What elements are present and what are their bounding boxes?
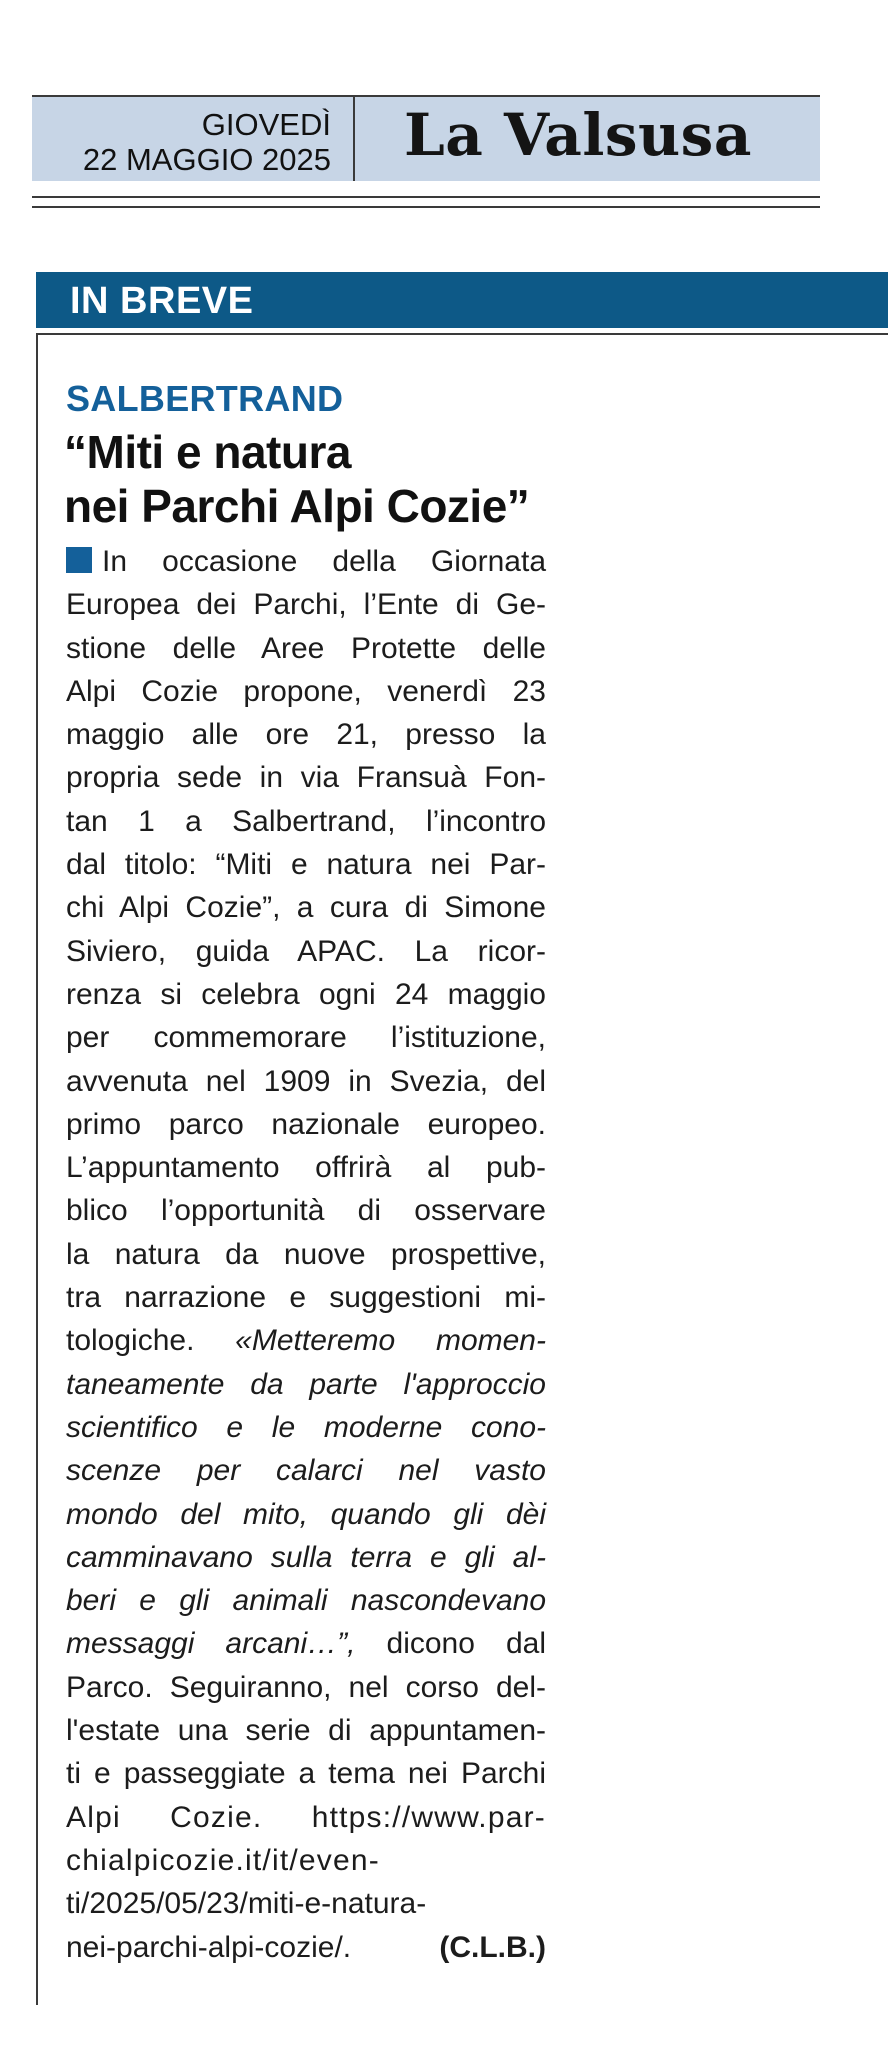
author-signature: (C.L.B.) — [439, 1930, 546, 1964]
body-line: ti e passeggiate a tema nei Parchi — [66, 1757, 546, 1791]
newspaper-logo: La Valsusa — [404, 101, 752, 169]
body-line: camminavano sulla terra e gli al- — [66, 1540, 546, 1574]
body-line: Alpi Cozie. https://www.par- — [66, 1800, 546, 1834]
masthead — [32, 95, 820, 181]
masthead-rule-bottom — [32, 206, 820, 208]
body-line: primo parco nazionale europeo. — [66, 1107, 546, 1141]
body-line: Alpi Cozie propone, venerdì 23 — [66, 674, 546, 708]
body-line: mondo del mito, quando gli dèi — [66, 1497, 546, 1531]
issue-date-text: 22 MAGGIO 2025 — [82, 142, 331, 177]
body-line: scenze per calarci nel vasto — [66, 1454, 546, 1488]
masthead-rule-top — [32, 196, 820, 198]
article-frame-left — [36, 333, 38, 2005]
body-line: L’appuntamento offrirà al pub- — [66, 1151, 546, 1185]
body-line: dal titolo: “Miti e natura nei Par- — [66, 848, 546, 882]
body-line: messaggi arcani…”, dicono dal — [66, 1627, 546, 1661]
headline-line: nei Parchi Alpi Cozie” — [64, 480, 530, 532]
body-line: Europea dei Parchi, l’Ente di Ge- — [66, 588, 546, 622]
issue-day: GIOVEDÌ — [201, 107, 331, 142]
body-line: avvenuta nel 1909 in Svezia, del — [66, 1064, 546, 1098]
headline-line: “Miti e natura — [64, 426, 351, 478]
body-line: chialpicozie.it/it/even- — [66, 1843, 380, 1877]
body-line: tra narrazione e suggestioni mi- — [66, 1281, 546, 1315]
body-line: propria sede in via Fransuà Fon- — [66, 761, 546, 795]
square-bullet-icon — [66, 547, 92, 573]
body-line: l'estate una serie di appuntamen- — [66, 1714, 546, 1748]
body-line: tologiche. «Metteremo momen- — [66, 1324, 546, 1358]
body-line: chi Alpi Cozie”, a cura di Simone — [66, 891, 546, 925]
body-line: la natura da nuove prospettive, — [66, 1237, 546, 1271]
section-bar — [36, 272, 888, 328]
body-line: Siviero, guida APAC. La ricor- — [66, 934, 546, 968]
body-line: scientifico e le moderne cono- — [66, 1410, 546, 1444]
article-body — [66, 540, 546, 1969]
body-line: ti/2025/05/23/miti-e-natura- — [66, 1887, 427, 1921]
body-line: beri e gli animali nascondevano — [66, 1584, 546, 1618]
body-line: Parco. Seguiranno, nel corso del- — [66, 1670, 546, 1704]
body-line: renza si celebra ogni 24 maggio — [66, 977, 546, 1011]
body-line: nei-parchi-alpi-cozie/. (C.L.B.) — [66, 1930, 546, 1964]
body-line: blico l’opportunità di osservare — [66, 1194, 546, 1228]
article-headline — [64, 425, 584, 533]
body-line: tan 1 a Salbertrand, l’incontro — [66, 804, 546, 838]
body-line: per commemorare l’istituzione, — [66, 1021, 546, 1055]
body-line: maggio alle ore 21, presso la — [66, 718, 546, 752]
article-kicker: SALBERTRAND — [66, 378, 344, 419]
section-label: IN BREVE — [70, 280, 254, 322]
body-line: In occasione della Giornata — [66, 540, 546, 583]
body-line: taneamente da parte l'approccio — [66, 1367, 546, 1401]
section-rule — [36, 333, 888, 335]
issue-date — [32, 97, 355, 181]
body-line: stione delle Aree Protette delle — [66, 631, 546, 665]
